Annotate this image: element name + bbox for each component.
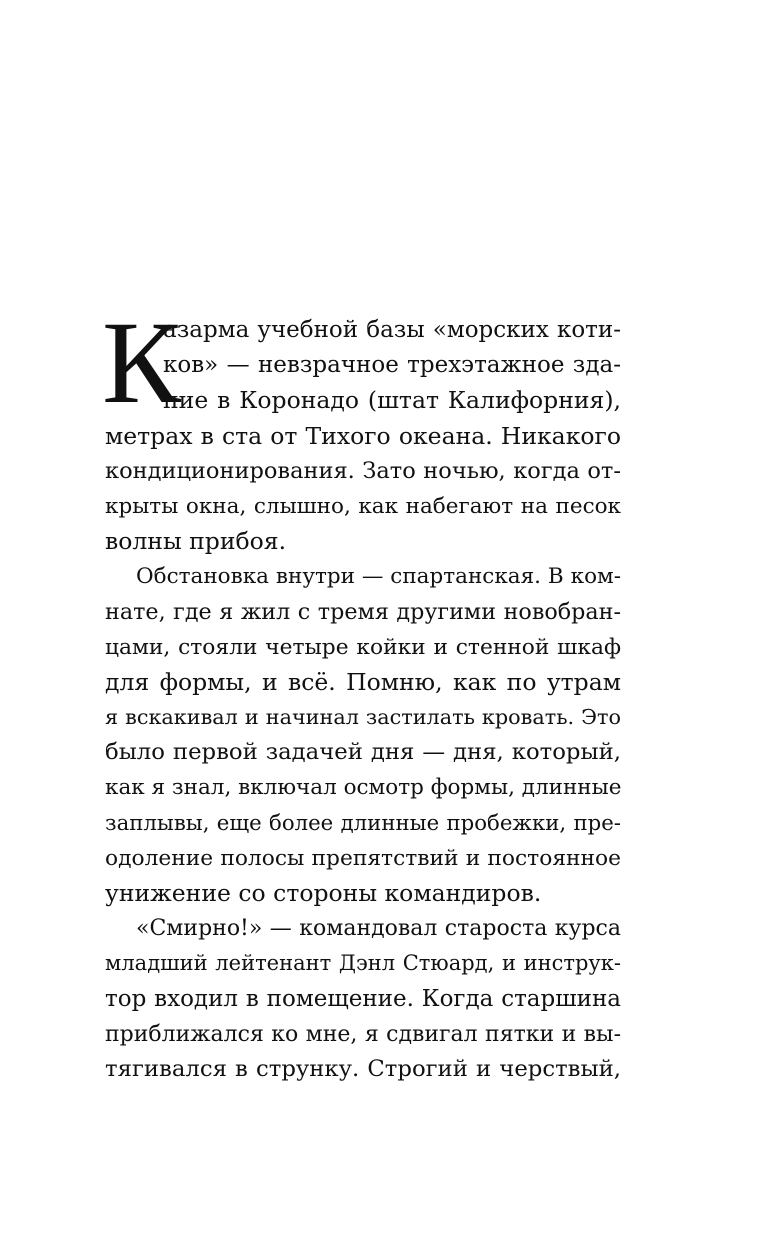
text-line: младший лейтенант Дэнл Стюард, и инструк- xyxy=(105,951,621,976)
paragraph-3 xyxy=(105,911,621,1087)
text-line: одоление полосы препятствий и постоянное xyxy=(105,845,621,871)
text-line: кондиционирования. Зато ночью, когда от- xyxy=(105,457,621,484)
text-line: как я знал, включал осмотр формы, длинные xyxy=(105,775,622,801)
text-line: приближался ко мне, я сдвигал пятки и вы- xyxy=(105,1021,621,1047)
text-line: тягивался в струнку. Строгий и черствый, xyxy=(105,1055,621,1082)
drop-cap: К xyxy=(102,297,181,428)
text-line: было первой задачей дня — дня, который, xyxy=(105,739,621,766)
body-text xyxy=(102,297,622,1087)
text-line: я вскакивал и начинал застилать кровать. Это xyxy=(105,705,621,730)
text-line: волны прибоя. xyxy=(105,527,287,556)
text-line: метрах в ста от Тихого океана. Никакого xyxy=(105,421,621,450)
text-line: тор входил в помещение. Когда старшина xyxy=(105,985,621,1012)
paragraph-2 xyxy=(105,559,621,911)
text-line: цами, стояли четыре койки и стенной шкаф xyxy=(105,634,621,660)
text-line: заплывы, еще более длинные пробежки, пре- xyxy=(105,810,621,836)
text-line: крыты окна, слышно, как набегают на песок xyxy=(105,493,621,519)
text-line: для формы, и всё. Помню, как по утрам xyxy=(105,667,621,696)
text-line: «Смирно!» — командовал староста курса xyxy=(136,916,621,942)
text-line: ков» — невзрачное трехэтажное зда- xyxy=(163,352,621,379)
paragraph-1 xyxy=(105,313,621,559)
text-line: ние в Коронадо (штат Калифорния), xyxy=(163,386,621,415)
text-line: Обстановка внутри — спартанская. В ком- xyxy=(136,564,621,590)
text-line: унижение со стороны командиров. xyxy=(105,879,542,907)
text-line: азарма учебной базы «морских коти- xyxy=(163,317,621,343)
text-line: нате, где я жил с тремя другими новобран- xyxy=(105,598,621,625)
